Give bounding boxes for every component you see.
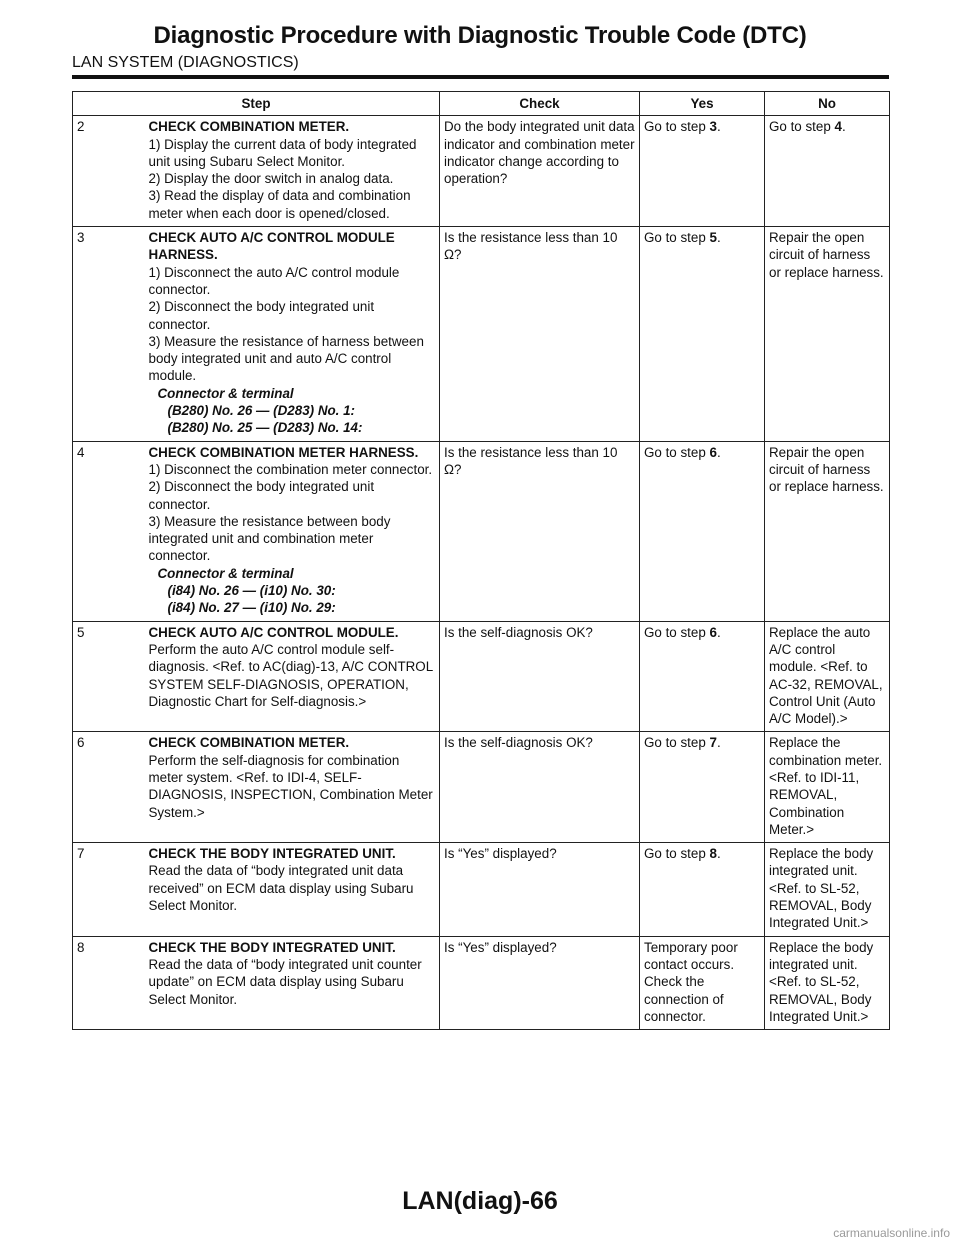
header-check: Check: [440, 92, 640, 116]
header-no: No: [765, 92, 890, 116]
step-instruction: 3) Measure the resistance of harness between body integrated unit and auto A/C control module.: [148, 333, 424, 384]
yes-result: [640, 621, 765, 732]
check-question: Is the resistance less than 10 Ω?: [440, 227, 640, 442]
table-row: [73, 843, 890, 936]
step-number: 7: [73, 843, 145, 936]
connector-terminal: (B280) No. 25 — (D283) No. 14:: [167, 420, 363, 436]
step-number: 6: [73, 732, 145, 843]
step-title: CHECK COMBINATION METER.: [148, 119, 350, 135]
table-row: [73, 936, 890, 1029]
step-instruction: 2) Disconnect the body integrated unit connector.: [148, 479, 375, 512]
no-text: Repair the open circuit of harness or replace harness.: [769, 444, 884, 495]
check-question: Do the body integrated unit data indicator and combination meter indicator change according to operation?: [440, 116, 640, 227]
yes-text: Go to step: [644, 735, 710, 751]
yes-step-ref: 6: [709, 444, 717, 460]
step-instruction: 3) Measure the resistance between body integrated unit and combination meter connector.: [148, 513, 391, 564]
step-number: 5: [73, 621, 145, 732]
no-result: [765, 116, 890, 227]
connector-terminal: (i84) No. 27 — (i10) No. 29:: [167, 600, 336, 616]
table-body: [73, 116, 890, 1030]
check-question: Is “Yes” displayed?: [440, 936, 640, 1029]
step-instruction: 2) Disconnect the body integrated unit connector.: [148, 299, 375, 332]
no-text: Repair the open circuit of harness or replace harness.: [769, 230, 884, 280]
step-number: 4: [73, 441, 145, 621]
step-instruction: 2) Display the door switch in analog data.: [148, 171, 394, 187]
no-suffix: .: [841, 119, 846, 135]
table-row: [73, 441, 890, 621]
step-title: CHECK THE BODY INTEGRATED UNIT.: [148, 939, 396, 955]
step-description: [145, 936, 440, 1029]
step-number: 3: [73, 227, 145, 442]
watermark: carmanualsonline.info: [833, 1226, 950, 1240]
step-title: CHECK AUTO A/C CONTROL MODULE HARNESS.: [148, 230, 395, 263]
diagnostic-table: [72, 91, 890, 1030]
yes-suffix: .: [716, 624, 721, 640]
yes-step-ref: 3: [709, 119, 717, 135]
no-result: [765, 621, 890, 732]
connector-terminal: (B280) No. 26 — (D283) No. 1:: [167, 403, 356, 419]
yes-text: Go to step: [644, 846, 710, 862]
yes-result: [640, 843, 765, 936]
connector-terminal: (i84) No. 26 — (i10) No. 30:: [167, 583, 336, 599]
no-result: [765, 843, 890, 936]
no-result: [765, 936, 890, 1029]
yes-step-ref: 5: [709, 230, 717, 246]
yes-result: [640, 732, 765, 843]
connector-heading: Connector & terminal: [157, 565, 294, 581]
no-text: Replace the auto A/C control module. <Ref. to AC-32, REMOVAL, Control Unit (Auto A/C Model).>: [769, 624, 883, 727]
header-step: Step: [73, 92, 440, 116]
table-row: [73, 621, 890, 732]
check-question: Is “Yes” displayed?: [440, 843, 640, 936]
yes-step-ref: 6: [709, 624, 717, 640]
step-description: [145, 227, 440, 442]
yes-step-ref: 7: [709, 735, 717, 751]
step-title: CHECK COMBINATION METER.: [148, 735, 350, 751]
step-number: 2: [73, 116, 145, 227]
yes-suffix: .: [716, 444, 721, 460]
step-description: [145, 843, 440, 936]
yes-result: [640, 441, 765, 621]
no-result: [765, 441, 890, 621]
yes-suffix: .: [716, 230, 721, 246]
page-number: LAN(diag)-66: [402, 1187, 558, 1215]
section-title: LAN SYSTEM (DIAGNOSTICS): [72, 54, 299, 71]
yes-text: Go to step: [644, 119, 710, 135]
yes-result: [640, 936, 765, 1029]
yes-text: Go to step: [644, 624, 710, 640]
step-instruction: Read the data of “body integrated unit counter update” on ECM data display using Subaru Select Monitor.: [148, 956, 422, 1007]
step-description: [145, 621, 440, 732]
no-text: Replace the body integrated unit. <Ref. to SL-52, REMOVAL, Body Integrated Unit.>: [769, 846, 874, 931]
table-header-row: [73, 92, 890, 116]
no-text: Replace the combination meter. <Ref. to IDI-11, REMOVAL, Combination Meter.>: [769, 735, 883, 837]
yes-text: Temporary poor contact occurs. Check the connection of connector.: [644, 939, 738, 1024]
header-yes: Yes: [640, 92, 765, 116]
no-step-ref: 4: [834, 119, 842, 135]
step-instruction: 1) Disconnect the combination meter connector.: [148, 461, 433, 477]
yes-result: [640, 116, 765, 227]
step-title: CHECK AUTO A/C CONTROL MODULE.: [148, 624, 399, 640]
page-title: Diagnostic Procedure with Diagnostic Trouble Code (DTC): [153, 22, 807, 49]
step-title: CHECK THE BODY INTEGRATED UNIT.: [148, 846, 396, 862]
step-instruction: 1) Display the current data of body integrated unit using Subaru Select Monitor.: [148, 136, 417, 169]
step-instruction: Perform the auto A/C control module self-diagnosis. <Ref. to AC(diag)-13, A/C CONTROL SYSTEM SELF-DIAGNOSIS, OPERATION, Diagnostic Chart for Self-diagnosis.>: [148, 641, 433, 709]
step-title: CHECK COMBINATION METER HARNESS.: [148, 444, 419, 460]
check-question: Is the self-diagnosis OK?: [440, 621, 640, 732]
yes-text: Go to step: [644, 444, 710, 460]
step-description: [145, 441, 440, 621]
header-rule: [72, 75, 889, 79]
step-description: [145, 116, 440, 227]
no-result: [765, 227, 890, 442]
check-question: Is the self-diagnosis OK?: [440, 732, 640, 843]
step-instruction: 3) Read the display of data and combination meter when each door is opened/closed.: [148, 188, 411, 221]
table-row: [73, 227, 890, 442]
yes-suffix: .: [716, 846, 721, 862]
step-description: [145, 732, 440, 843]
yes-text: Go to step: [644, 230, 710, 246]
check-question: Is the resistance less than 10 Ω?: [440, 441, 640, 621]
table-row: [73, 732, 890, 843]
table-row: [73, 116, 890, 227]
yes-suffix: .: [716, 119, 721, 135]
no-text: Go to step: [769, 119, 835, 135]
step-instruction: Read the data of “body integrated unit data received” on ECM data display using Subaru Select Monitor.: [148, 863, 414, 914]
step-instruction: Perform the self-diagnosis for combination meter system. <Ref. to IDI-4, SELF-DIAGNOSIS, INSPECTION, Combination Meter System.>: [148, 752, 433, 820]
step-instruction: 1) Disconnect the auto A/C control module connector.: [148, 264, 400, 297]
no-result: [765, 732, 890, 843]
no-text: Replace the body integrated unit. <Ref. to SL-52, REMOVAL, Body Integrated Unit.>: [769, 939, 874, 1024]
connector-heading: Connector & terminal: [157, 385, 294, 401]
step-number: 8: [73, 936, 145, 1029]
yes-step-ref: 8: [709, 846, 717, 862]
yes-suffix: .: [716, 735, 721, 751]
yes-result: [640, 227, 765, 442]
